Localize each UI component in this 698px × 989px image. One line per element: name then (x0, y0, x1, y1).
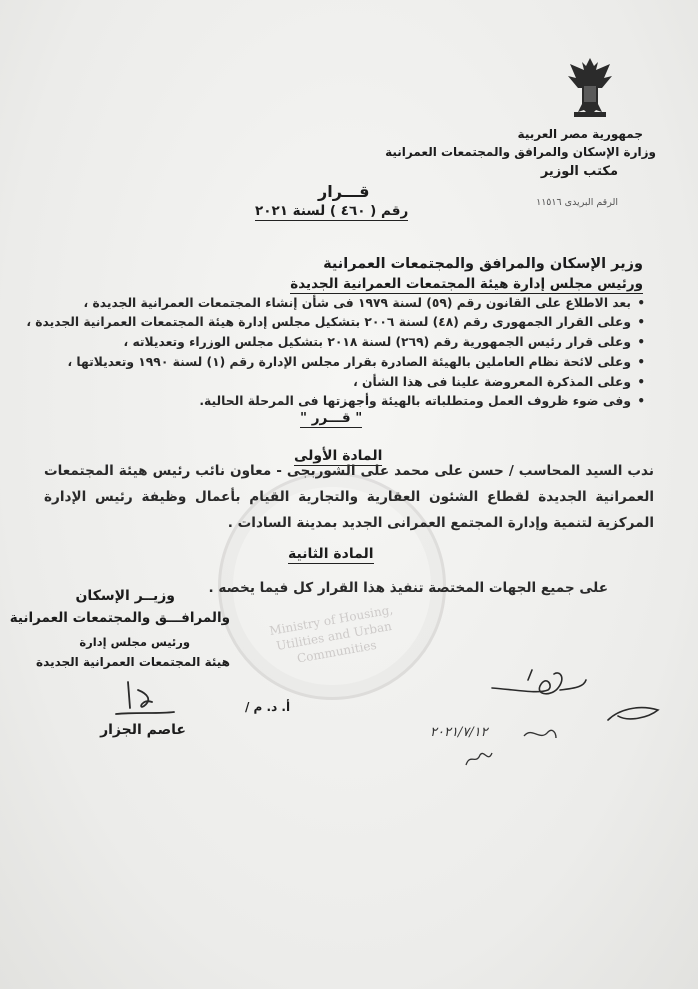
minister-signature-icon (108, 672, 178, 720)
signature-title-1: وزيــر الإسكان (75, 588, 175, 604)
preamble-item: بعد الاطلاع على القانون رقم (٥٩) لسنة ١٩٧٩ فى شأن إنشاء المجتمعات العمرانية الجديدة ، • (84, 296, 631, 310)
header-postal-code: الرقم البريدى ١١٥١٦ (536, 197, 618, 208)
preamble-item: وعلى قرار رئيس الجمهورية رقم (٢٦٩) لسنة ٢٠١٨ بتشكيل مجلس الوزراء وتعديلاته ، • (124, 335, 631, 349)
signature-title-3: ورئيس مجلس إدارة (79, 635, 190, 649)
header-ministry: وزارة الإسكان والمرافق والمجتمعات العمرانية (385, 145, 656, 159)
article-1-heading: المادة الأولى (294, 448, 383, 464)
seal-text: Ministry of Housing, Utilities and Urban Communities (268, 602, 395, 666)
handwritten-initial-icon (460, 745, 496, 771)
preamble-item: وعلى القرار الجمهورى رقم (٤٨) لسنة ٢٠٠٦ بتشكيل مجلس إدارة هيئة المجتمعات العمرانية الجديدة ، • (26, 315, 631, 329)
signatory-name: عاصم الجزار (100, 722, 186, 738)
decides-heading: " قـــرر " (300, 410, 363, 426)
preamble-item: وفى ضوء ظروف العمل ومتطلباته بالهيئة وأجهزتها فى المرحلة الحالية. • (199, 394, 631, 408)
eagle-emblem-icon (562, 52, 618, 120)
signature-title-2: والمرافـــق والمجتمعات العمرانية (9, 610, 230, 626)
article-2-text: على جميع الجهات المختصة تنفيذ هذا القرار كل فيما يخصه . (208, 580, 608, 596)
preamble-item: وعلى المذكرة المعروضة علينا فى هذا الشأن ، • (353, 375, 631, 389)
article-2-heading: المادة الثانية (288, 546, 374, 562)
handwritten-signature-icon (488, 660, 668, 732)
decision-number: رقم ( ٤٦٠ ) لسنة ٢٠٢١ (255, 203, 409, 219)
header-office: مكتب الوزير (540, 164, 618, 179)
article-1-text: ندب السيد المحاسب / حسن على محمد على الشوربجى - معاون نائب رئيس هيئة المجتمعات العمرانية الجديدة لقطاع الشئون العقارية والتجارية القيام بأعمال وظيفة رئيس الإدارة المركزية لتنمية وإدارة المجتمع العمرانى الجديد بمدينة السادات . (44, 463, 654, 531)
header-republic: جمهورية مصر العربية (517, 127, 643, 141)
issuer-line-2: ورئيس مجلس إدارة هيئة المجتمعات العمرانية الجديدة (290, 276, 643, 292)
handwritten-date: ٢٠٢١/٧/١٢ (430, 725, 488, 740)
initials: أ. د. م / (245, 700, 291, 714)
handwritten-mark-icon (520, 722, 560, 748)
preamble-item: وعلى لائحة نظام العاملين بالهيئة الصادرة بقرار مجلس الإدارة رقم (١) لسنة ١٩٩٠ وتعديلاتها ، • (67, 355, 631, 369)
signature-title-4: هيئة المجتمعات العمرانية الجديدة (36, 655, 230, 669)
decision-title: قـــرار (318, 182, 370, 201)
issuer-line-1: وزير الإسكان والمرافق والمجتمعات العمرانية (323, 256, 643, 272)
